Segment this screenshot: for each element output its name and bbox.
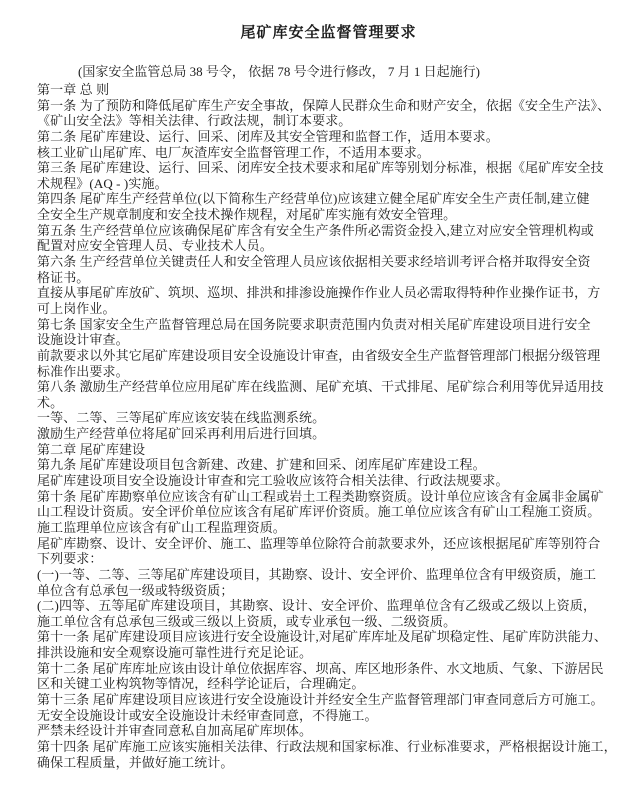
text-line: 标准作出要求。 (37, 363, 129, 379)
text-line: 山工程设计资质。安全评价单位应该含有尾矿库评价资质。施工单位应该含有矿山工程施工资质。 (37, 504, 601, 520)
text-line: 核工业矿山尾矿库、电厂灰渣库安全监督管理工作，不适用本要求。 (37, 144, 431, 160)
text-line: 第三条 尾矿库建设、运行、回采、闭库安全技术要求和尾矿库等别划分标准，根据《尾矿库安全技 (37, 160, 604, 176)
text-line: 前款要求以外其它尾矿库建设项目安全设施设计审查，由省级安全生产监督管理部门根据分级管理 (37, 347, 601, 363)
text-line: 第八条 激励生产经营单位应用尾矿库在线监测、尾矿充填、干式排尾、尾矿综合利用等优异适用技 (37, 379, 604, 395)
text-line: 尾矿库建设项目安全设施设计审查和完工验收应该符合相关法律、行政法规要求。 (37, 473, 509, 489)
text-line: 第六条 生产经营单位关键责任人和安全管理人员应该依据相关要求经培训考评合格并取得安全资 (37, 254, 591, 270)
text-line: 设施设计审查。 (37, 332, 129, 348)
text-line: 全安全生产规章制度和安全技术操作规程，对尾矿库实施有效安全管理。 (37, 207, 457, 223)
text-line: 第二条 尾矿库建设、运行、回采、闭库及其安全管理和监督工作，适用本要求。 (37, 128, 499, 144)
text-line: 施工监理单位应该含有矿山工程监理资质。 (37, 519, 286, 535)
text-line: 第四条 尾矿库生产经营单位(以下简称生产经营单位)应该建立健全尾矿库安全生产责任制,建立健 (37, 191, 590, 207)
document-subtitle: (国家安全监管总局 38 号令， 依据 78 号令进行修改， 7 月 1 日起施行) (78, 64, 480, 79)
text-line: 单位含有总承包一级或特级资质； (37, 582, 234, 598)
text-line: 配置对应安全管理人员、专业技术人员。 (37, 238, 273, 254)
document-body (37, 82, 620, 770)
text-line: 第一章 总 则 (37, 82, 110, 97)
text-line: 《矿山安全法》等相关法律、行政法规，制订本要求。 (37, 113, 352, 129)
text-line: 施工单位含有总承包三级或三级以上资质，或专业承包一级、二级资质。 (37, 613, 457, 629)
text-line: 第十条 尾矿库勘察单位应该含有矿山工程或岩土工程类勘察资质。设计单位应该含有金属非金属矿 (37, 488, 604, 504)
text-line: 第十一条 尾矿库建设项目应该进行安全设施设计,对尾矿库库址及尾矿坝稳定性、尾矿库防洪能力、 (37, 629, 608, 645)
text-line: 第七条 国家安全生产监督管理总局在国务院要求职责范围内负责对相关尾矿库建设项目进行安全 (37, 316, 591, 332)
text-line: 第二章 尾矿库建设 (37, 441, 146, 457)
text-line: 严禁未经设计并审查同意私自加高尾矿库坝体。 (37, 723, 313, 739)
text-line: (二)四等、五等尾矿库建设项目，其勘察、设计、安全评价、监理单位含有乙级或乙级以上资质， (37, 598, 597, 614)
text-line: 术规程》(AQ - )实施。 (37, 175, 168, 191)
text-line: 第十四条 尾矿库施工应该实施相关法律、行政法规和国家标准、行业标准要求，严格根据设计施工， (37, 738, 617, 754)
text-line: 直接从事尾矿库放矿、筑坝、巡坝、排洪和排渗设施操作作业人员必需取得特种作业操作证书，方 (37, 285, 601, 301)
text-line: 无安全设施设计或安全设施设计未经审查同意，不得施工。 (37, 707, 378, 723)
text-line: 下列要求： (37, 551, 103, 567)
text-line: 可上岗作业。 (37, 300, 116, 316)
text-line: (一)一等、二等、三等尾矿库建设项目，其勘察、设计、安全评价、监理单位含有甲级资质，施工 (37, 566, 597, 582)
text-line: 确保工程质量，并做好施工统计。 (37, 754, 234, 770)
text-line: 第五条 生产经营单位应该确保尾矿库含有安全生产条件所必需资金投入,建立对应安全管理机构或 (37, 222, 594, 238)
text-line: 格证书。 (37, 269, 90, 285)
text-line: 第九条 尾矿库建设项目包含新建、改建、扩建和回采、闭库尾矿库建设工程。 (37, 457, 486, 473)
text-line: 区和关键工业构筑物等情况，经科学论证后，合理确定。 (37, 676, 365, 692)
text-line: 激励生产经营单位将尾矿回采再利用后进行回填。 (37, 426, 326, 442)
text-line: 第十三条 尾矿库建设项目应该进行安全设施设计并经安全生产监督管理部门审查同意后方可施工。 (37, 691, 604, 707)
text-line: 第一条 为了预防和降低尾矿库生产安全事故，保障人民群众生命和财产安全，依据《安全生产法》、 (37, 97, 611, 113)
text-line: 第十二条 尾矿库库址应该由设计单位依据库容、坝高、库区地形条件、水文地质、气象、下游居民 (37, 660, 604, 676)
text-line: 排洪设施和安全观察设施可靠性进行充足论证。 (37, 645, 313, 661)
document-title: 尾矿库安全监督管理要求 (240, 25, 417, 41)
text-line: 尾矿库勘察、设计、安全评价、施工、监理等单位除符合前款要求外，还应该根据尾矿库等别符合 (37, 535, 601, 551)
text-line: 一等、二等、三等尾矿库应该安装在线监测系统。 (37, 410, 326, 426)
text-line: 术。 (37, 394, 64, 410)
